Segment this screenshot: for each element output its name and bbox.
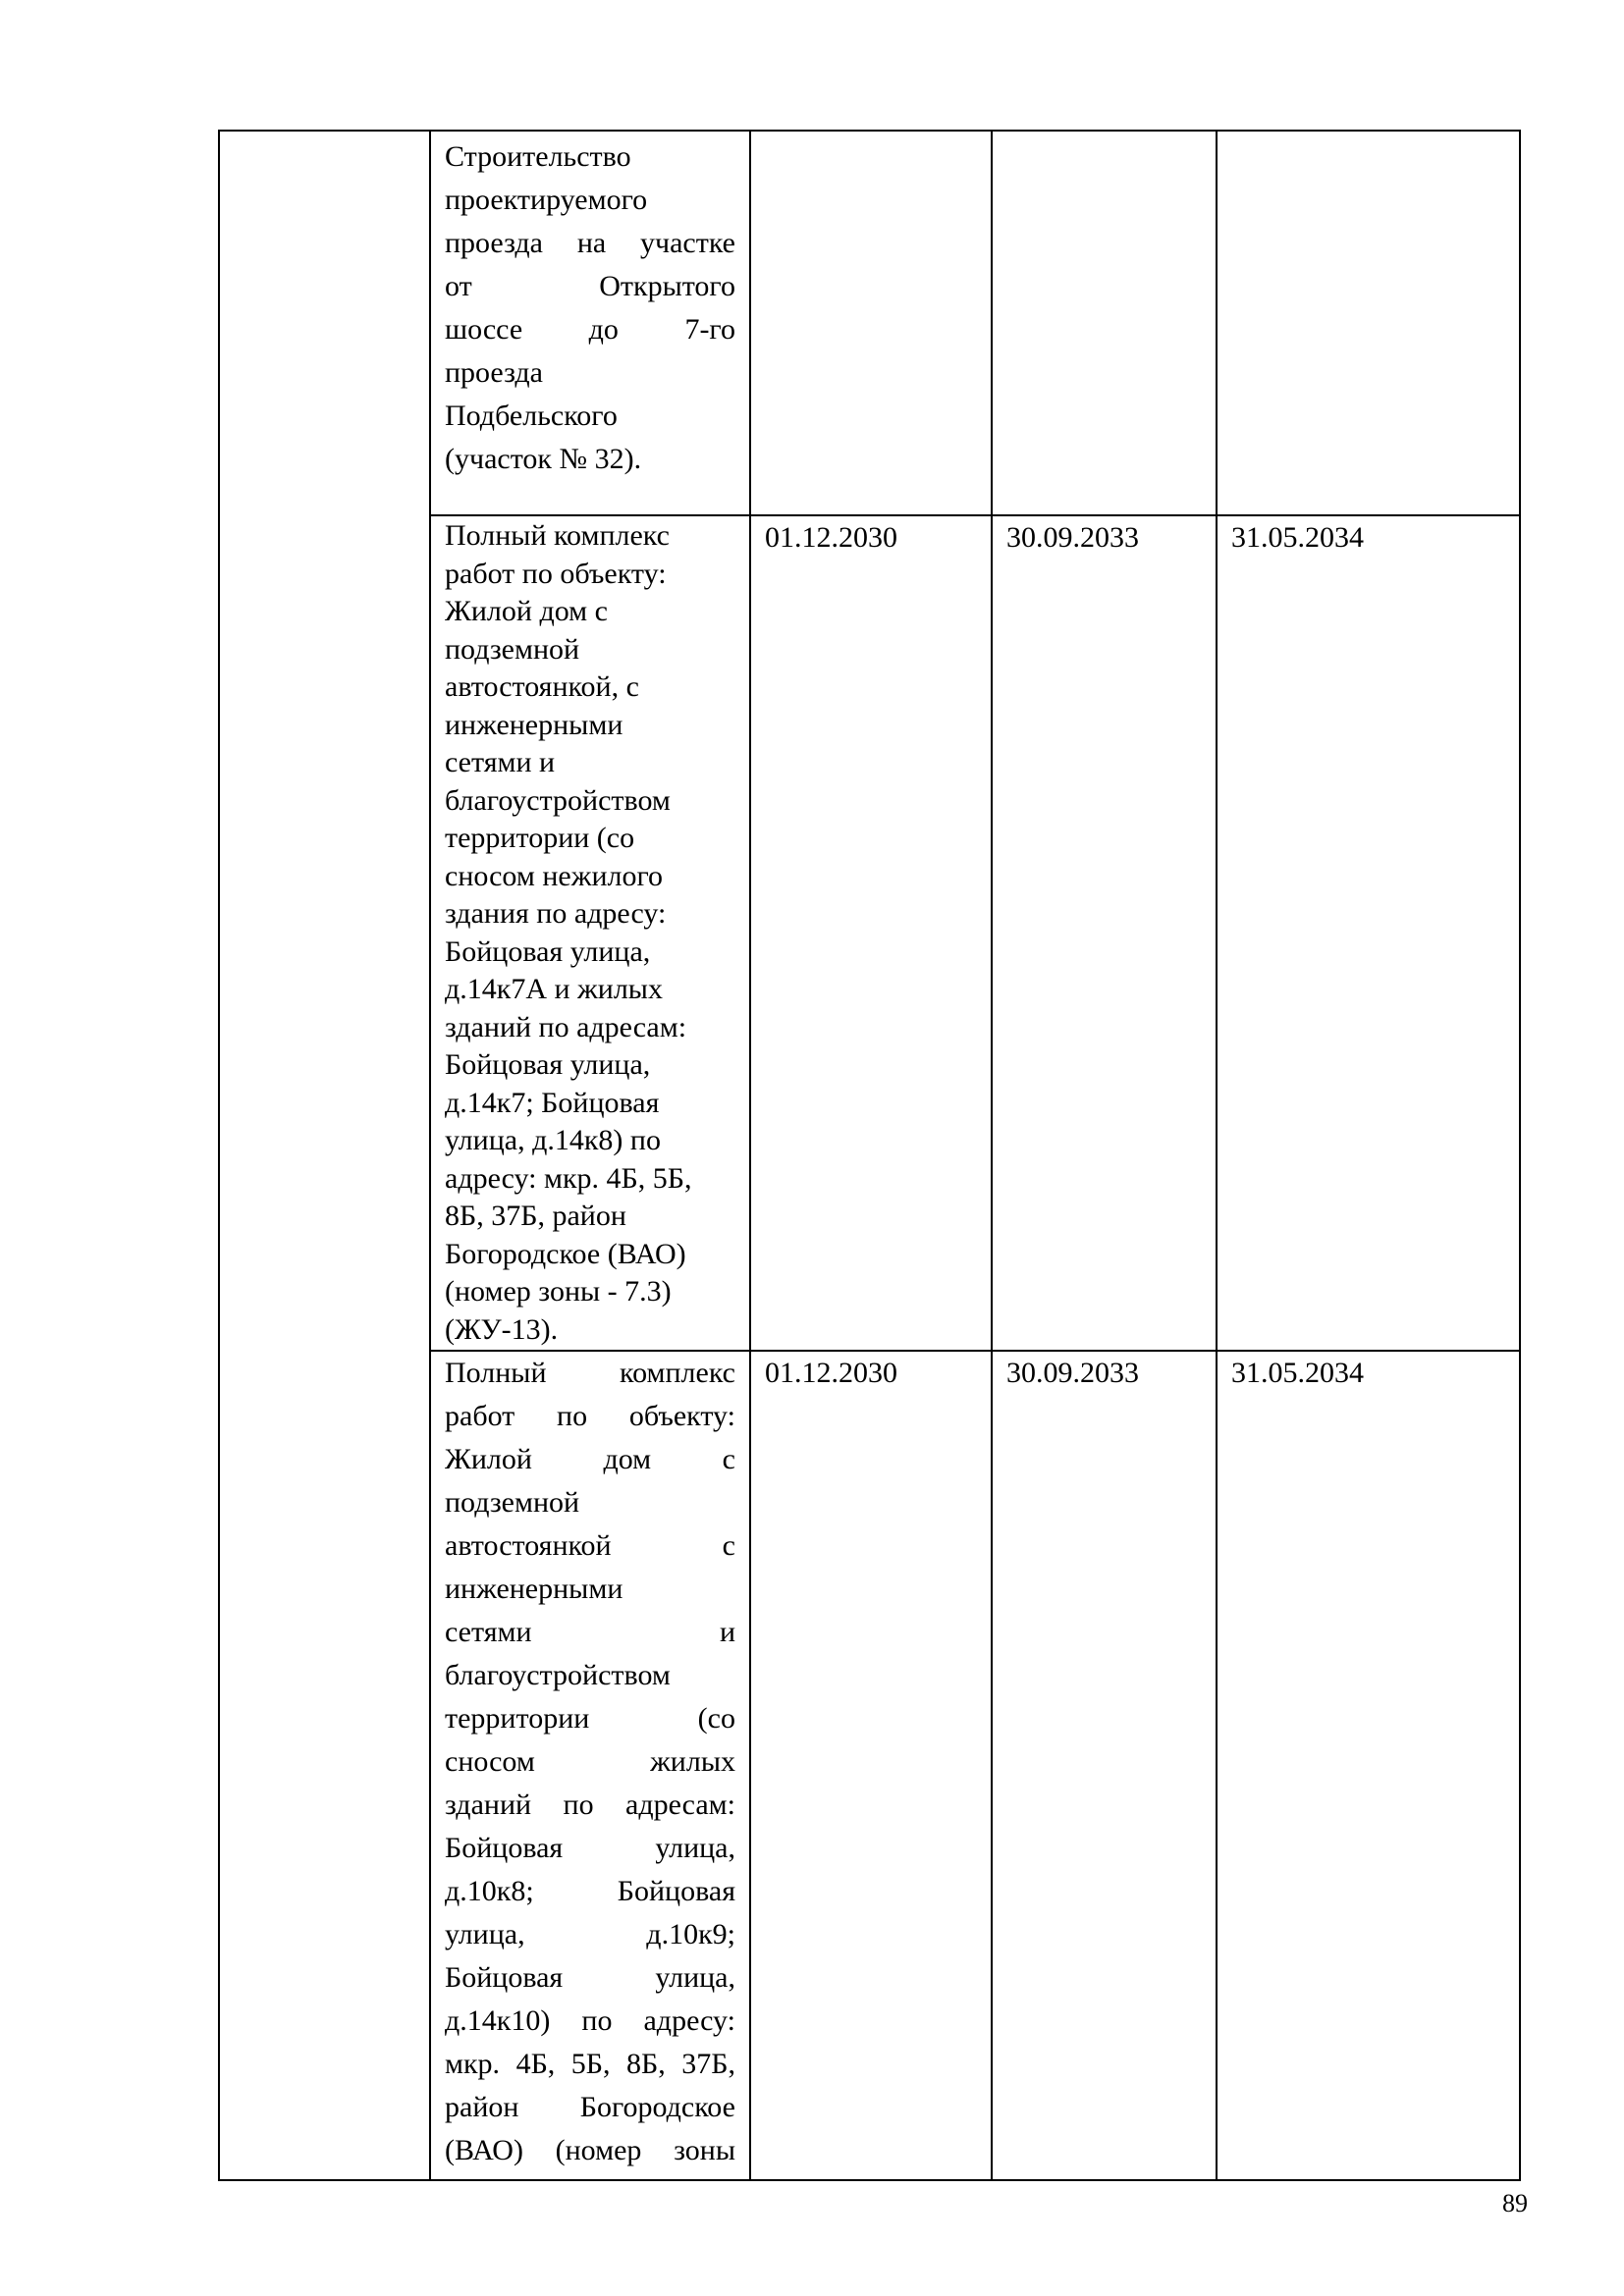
schedule-table xyxy=(218,130,1521,2181)
description-line: автостоянкой, с xyxy=(445,670,639,703)
date-2: 30.09.2033 xyxy=(1006,521,1139,554)
date-2: 30.09.2033 xyxy=(1006,1357,1139,1389)
description-line: благоустройством xyxy=(445,1659,671,1691)
description-line: район Богородское xyxy=(445,2091,735,2123)
table-row xyxy=(219,515,1520,1351)
start-date: 01.12.2030 xyxy=(765,1357,897,1389)
end-date: 31.05.2034 xyxy=(1231,1357,1364,1389)
description-line: (участок № 32). xyxy=(445,443,642,475)
date-2-cell xyxy=(992,1351,1217,2180)
description-line: сетями и xyxy=(445,1616,735,1648)
empty-first-column-cell xyxy=(219,515,430,1351)
description-line: Подбельского xyxy=(445,400,618,432)
description-line: Жилой дом с xyxy=(445,1443,735,1475)
start-date-cell xyxy=(750,515,992,1351)
description-line: Богородское (ВАО) xyxy=(445,1237,686,1270)
description-line: работ по объекту: xyxy=(445,557,667,590)
description-line: здания по адресу: xyxy=(445,897,667,930)
description-line: д.14к7; Бойцовая xyxy=(445,1086,660,1119)
description-line: Бойцовая улица, xyxy=(445,934,651,968)
start-date: 01.12.2030 xyxy=(765,521,897,554)
description-cell xyxy=(430,131,750,515)
start-date-cell xyxy=(750,131,992,515)
date-2-cell xyxy=(992,515,1217,1351)
description-line: проезда xyxy=(445,356,543,389)
description-line: 8Б, 37Б, район xyxy=(445,1200,626,1232)
start-date-cell xyxy=(750,1351,992,2180)
end-date-cell xyxy=(1217,1351,1520,2180)
end-date: 31.05.2034 xyxy=(1231,521,1364,554)
description-cell xyxy=(430,1351,750,2180)
description-line: инженерными xyxy=(445,708,623,741)
description-line: автостоянкой с xyxy=(445,1529,735,1562)
table-row xyxy=(219,131,1520,515)
description-line: шоссе до 7-го xyxy=(445,313,735,346)
description-line: от Открытого xyxy=(445,270,735,302)
description-line: Бойцовая улица, xyxy=(445,1832,735,1864)
description-line: территории (со xyxy=(445,822,635,854)
description-line: зданий по адресам: xyxy=(445,1789,735,1821)
date-2-cell xyxy=(992,131,1217,515)
start-date xyxy=(751,132,991,133)
description-line: Полный комплекс xyxy=(445,519,670,552)
description-line: территории (со xyxy=(445,1702,735,1735)
description-line: работ по объекту: xyxy=(445,1400,735,1432)
description-line: Бойцовая улица, xyxy=(445,1961,735,1994)
description-line: проезда на участке xyxy=(445,227,735,259)
description-line: сетями и xyxy=(445,746,556,778)
date-2 xyxy=(993,132,1216,133)
description-line: сносом нежилого xyxy=(445,859,664,892)
description-line: улица, д.10к9; xyxy=(445,1918,735,1950)
description-line: Бойцовая улица, xyxy=(445,1048,651,1081)
description-line: зданий по адресам: xyxy=(445,1010,687,1043)
description-line: Строительство xyxy=(445,140,631,173)
description-line: д.14к10) по адресу: xyxy=(445,2004,735,2037)
end-date-cell xyxy=(1217,131,1520,515)
description-line: (ЖУ-13). xyxy=(445,1312,559,1346)
end-date xyxy=(1218,132,1519,133)
table-row xyxy=(219,1351,1520,2180)
description-line: Жилой дом с xyxy=(445,595,608,627)
description-cell xyxy=(430,515,750,1351)
description-line: д.10к8; Бойцовая xyxy=(445,1875,735,1907)
empty-first-column-cell xyxy=(219,131,430,515)
description-line: подземной xyxy=(445,1486,580,1519)
description-line: (номер зоны - 7.3) xyxy=(445,1275,672,1308)
description-line: проектируемого xyxy=(445,184,648,216)
description-line: инженерными xyxy=(445,1573,623,1605)
description-line: сносом жилых xyxy=(445,1745,735,1778)
description-line: Полный комплекс xyxy=(445,1357,735,1389)
description-line: д.14к7А и жилых xyxy=(445,973,663,1005)
empty-first-column-cell xyxy=(219,1351,430,2180)
description-line: мкр. 4Б, 5Б, 8Б, 37Б, xyxy=(445,2048,735,2080)
description-line: (ВАО) (номер зоны xyxy=(445,2134,735,2166)
description-line: благоустройством xyxy=(445,783,671,817)
description-line: адресу: мкр. 4Б, 5Б, xyxy=(445,1161,692,1195)
page-number: 89 xyxy=(1502,2189,1528,2217)
end-date-cell xyxy=(1217,515,1520,1351)
description-line: подземной xyxy=(445,632,580,666)
description-line: улица, д.14к8) по xyxy=(445,1124,661,1156)
